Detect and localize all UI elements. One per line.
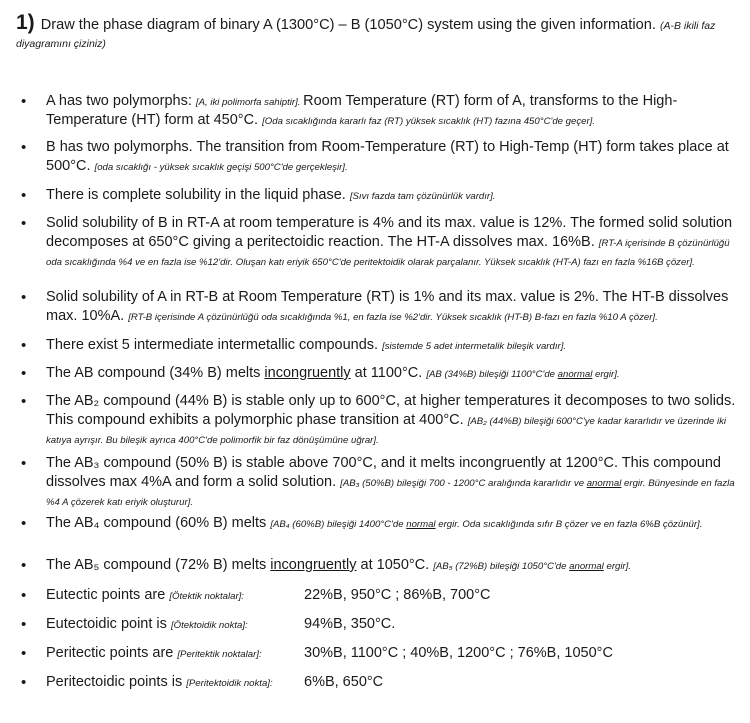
question-number: 1) [16,11,35,34]
list-item: • The AB₂ compound (44% B) is stable only up to 600°C, at higher temperatures it decomposes to two solids. This compound exhibits a polymorphic phase transition at 400°C. [AB₂ (44%B) bileşiği 600°C'ye kadar kararlıdır ve üzerinde iki katıya ayrışır. Bu bileşik ayrıca 400°C'de polimorfik bir faz dönüşümüne uğrar]. [46,392,736,449]
list-item: • There exist 5 intermediate intermetallic compounds. [sistemde 5 adet intermetalik bileşik vardır]. [46,336,736,355]
list-item: • The AB compound (34% B) melts incongruently at 1100°C. [AB (34%B) bileşiği 1100°C'de anormal ergir]. [46,364,736,383]
question-text: Draw the phase diagram of binary A (1300°C) – B (1050°C) system using the given information. [40,17,656,33]
list-item: • Solid solubility of B in RT-A at room temperature is 4% and its max. value is 12%. The formed solid solution decomposes at 650°C giving a peritectoidic reaction. The HT-A dissolves max. 16%B. [RT-A içerisinde B çözünürlüğü oda sıcaklığında %4 ve en fazla ise %12'dir. Oluşan katı eriyik 650°C'de peritektoidik olarak parçalanır. Yüksek sıcaklık (HT-A) fazı en fazla %16B çözer]. [46,214,736,271]
list-item: • The AB₃ compound (50% B) is stable above 700°C, and it melts incongruently at 1200°C. This compound dissolves max 4%A and form a solid solution. [AB₃ (50%B) bileşiği 700 - 1200°C aralığında kararlıdır ve anormal ergir. Bünyesinde en fazla %4 A çözerek katı eriyik oluşturur]. [46,454,736,511]
question-heading [16,11,744,52]
list-item: • The AB₄ compound (60% B) melts [AB₄ (60%B) bileşiği 1400°C'de normal ergir. Oda sıcaklığında sıfır B çözer ve en fazla 6%B çözünür]. [46,514,736,533]
list-item: • B has two polymorphs. The transition from Room-Temperature (RT) to High-Temp (HT) form takes place at 500°C. [oda sıcaklığı - yüksek sıcaklık geçişi 500°C'de gerçekleşir]. [46,138,736,176]
peritectic-points: • Peritectic points are [Peritektik noktalar]: 30%B, 1100°C ; 40%B, 1200°C ; 76%B, 1050°C [46,644,736,663]
question-translation: (A-B ikili faz diyagramını çiziniz) [16,20,716,50]
list-item: • The AB₅ compound (72% B) melts incongruently at 1050°C. [AB₅ (72%B) bileşiği 1050°C'de anormal ergir]. [46,556,736,575]
eutectoidic-point: • Eutectoidic point is [Ötektoidik nokta]: 94%B, 350°C. [46,615,736,634]
list-item: • A has two polymorphs: [A, iki polimorfa sahiptir]. Room Temperature (RT) form of A, transforms to the High-Temperature (HT) form at 450°C. [Oda sıcaklığında kararlı faz (RT) yüksek sıcaklık (HT) fazına 450°C'de geçer]. [46,92,736,130]
peritectoidic-points: • Peritectoidic points is [Peritektoidik nokta]: 6%B, 650°C [46,673,736,692]
list-item: • Solid solubility of A in RT-B at Room Temperature (RT) is 1% and its max. value is 2%. The HT-B dissolves max. 10%A. [RT-B içerisinde A çözünürlüğü oda sıcaklığında %1, en fazla ise %2'dir. Yüksek sıcaklık (HT-B) B-fazı en fazla %10 A çözer]. [46,288,736,326]
list-item: • There is complete solubility in the liquid phase. [Sıvı fazda tam çözünürlük vardır]. [46,186,736,205]
eutectic-points: • Eutectic points are [Ötektik noktalar]: 22%B, 950°C ; 86%B, 700°C [46,586,736,605]
